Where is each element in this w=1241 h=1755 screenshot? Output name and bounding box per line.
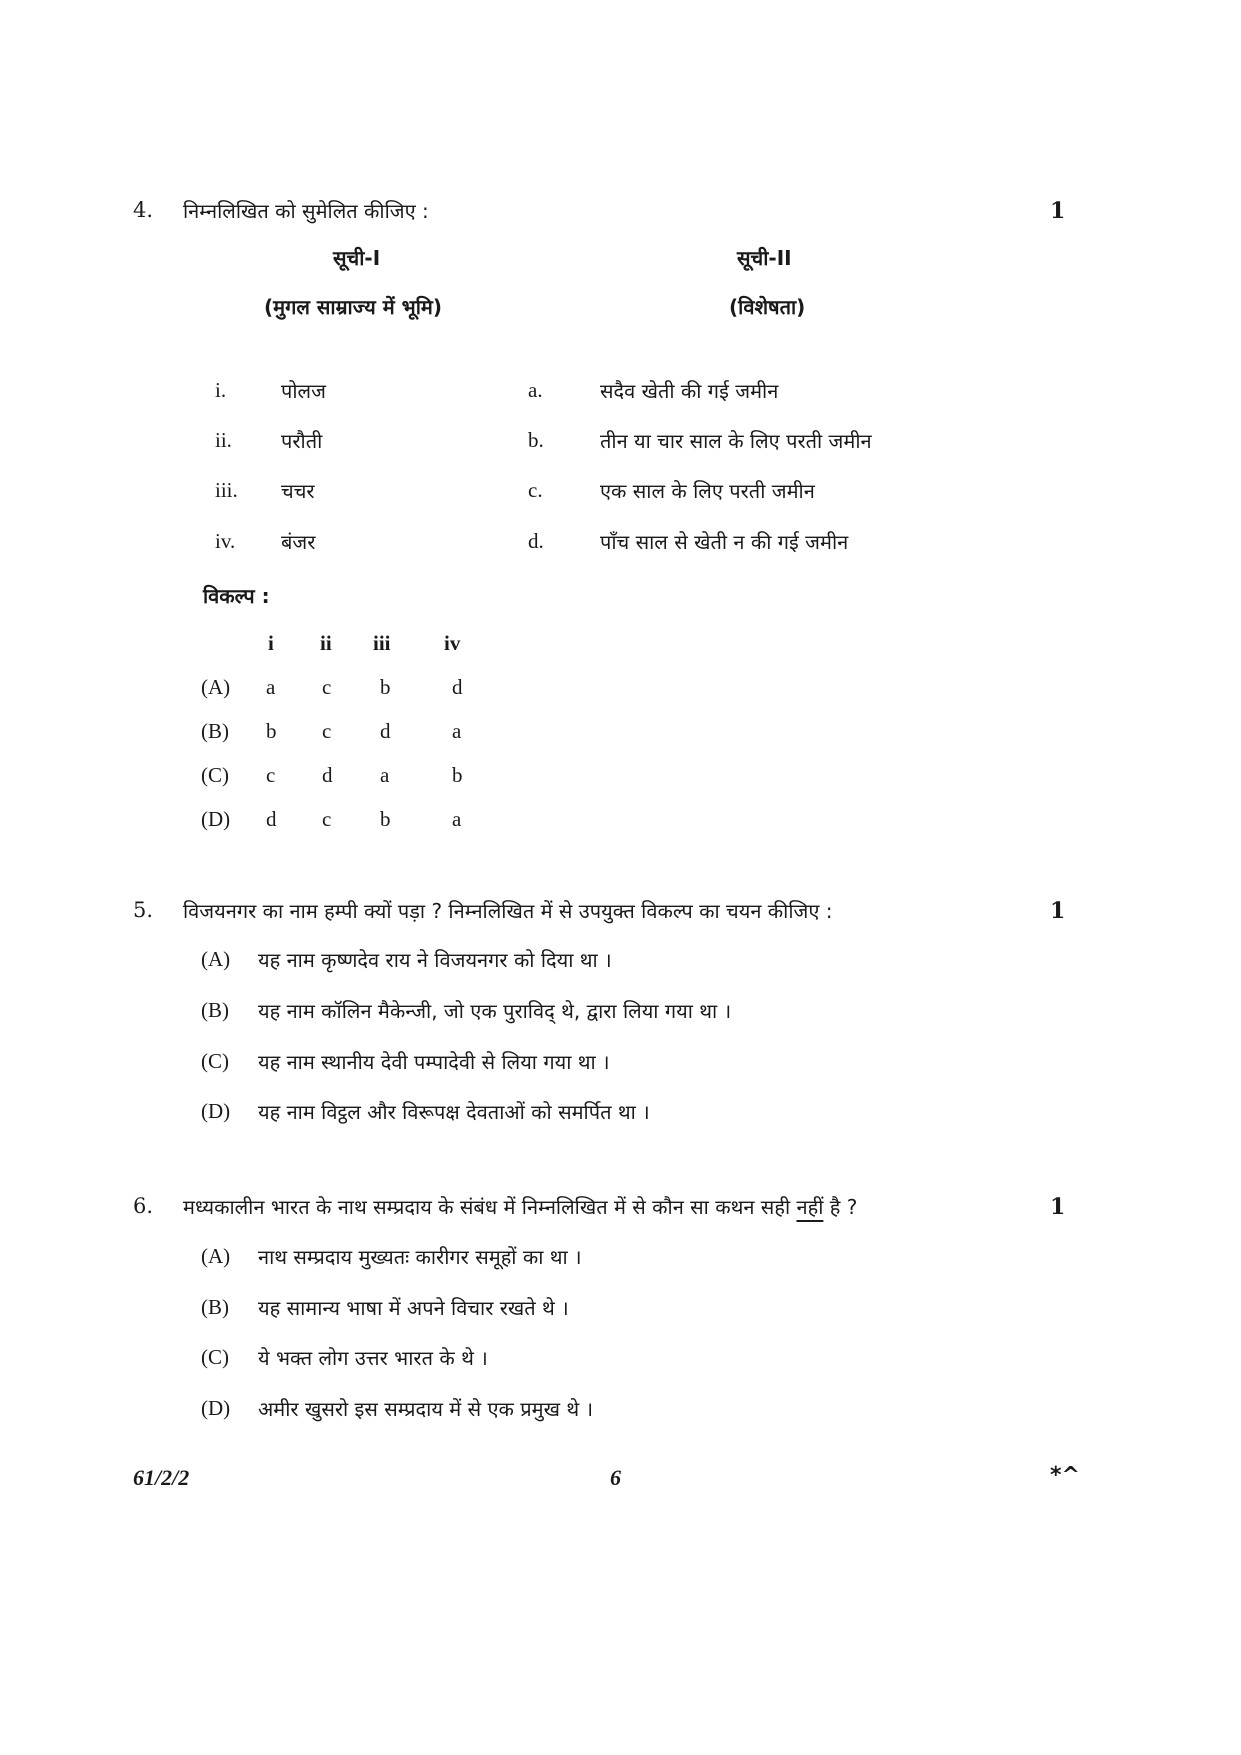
list2-title: सूची-II xyxy=(737,246,792,270)
grid-cell: a xyxy=(452,807,462,831)
row-numeral: ii. xyxy=(215,428,232,452)
page-number: 6 xyxy=(610,1465,621,1490)
q4-marks: 1 xyxy=(1050,198,1066,224)
row-description: एक साल के लिए परती जमीन xyxy=(600,479,815,503)
option-text: यह नाम स्थानीय देवी पम्पादेवी से लिया गया था । xyxy=(258,1050,610,1074)
row-letter: c. xyxy=(528,478,543,502)
row-description: सदैव खेती की गई जमीन xyxy=(600,379,779,403)
option-label: (A) xyxy=(201,1244,231,1268)
option-text: यह नाम कृष्णदेव राय ने विजयनगर को दिया था । xyxy=(258,948,612,972)
grid-cell: b xyxy=(380,807,391,831)
row-term: चचर xyxy=(281,479,315,503)
option-label: (A) xyxy=(201,947,231,971)
option-text: अमीर खुसरो इस सम्प्रदाय में से एक प्रमुख थे । xyxy=(258,1397,594,1421)
q6-marks: 1 xyxy=(1050,1194,1066,1220)
row-term: पोलज xyxy=(281,379,326,403)
q4-number: 4. xyxy=(133,198,154,222)
grid-cell: d xyxy=(266,807,277,831)
option-label: (D) xyxy=(201,1396,231,1420)
option-text: यह सामान्य भाषा में अपने विचार रखते थे । xyxy=(258,1296,569,1320)
grid-cell: b xyxy=(452,763,463,787)
grid-cell: d xyxy=(452,675,463,699)
row-letter: a. xyxy=(528,378,543,402)
option-text: ये भक्त लोग उत्तर भारत के थे । xyxy=(258,1346,488,1370)
grid-row-label[interactable]: (C) xyxy=(201,763,229,787)
option-text: नाथ सम्प्रदाय मुख्यतः कारीगर समूहों का था । xyxy=(258,1245,582,1269)
option-text: यह नाम कॉलिन मैकेन्जी, जो एक पुराविद् थे, द्वारा लिया गया था । xyxy=(258,999,732,1023)
grid-cell: c xyxy=(322,807,332,831)
q5-stem: विजयनगर का नाम हम्पी क्यों पड़ा ? निम्नलिखित में से उपयुक्त विकल्प का चयन कीजिए : xyxy=(183,899,833,923)
option-label: (B) xyxy=(201,1295,229,1319)
option-label: (D) xyxy=(201,1099,231,1123)
grid-row-label[interactable]: (A) xyxy=(201,675,231,699)
grid-header: iv xyxy=(444,631,461,655)
q5-number: 5. xyxy=(133,898,154,922)
q6-stem-pre: मध्यकालीन भारत के नाथ सम्प्रदाय के संबंध में निम्नलिखित में से कौन सा कथन सही xyxy=(183,1195,797,1219)
q4-stem: निम्नलिखित को सुमेलित कीजिए : xyxy=(183,199,429,223)
grid-row-label[interactable]: (D) xyxy=(201,807,231,831)
q6-stem-post: है ? xyxy=(823,1195,858,1219)
list1-subtitle: (मुगल साम्राज्य में भूमि) xyxy=(264,295,442,319)
grid-cell: c xyxy=(322,675,332,699)
row-description: तीन या चार साल के लिए परती जमीन xyxy=(600,429,872,453)
grid-cell: c xyxy=(266,763,276,787)
row-description: पाँच साल से खेती न की गई जमीन xyxy=(600,530,849,554)
q6-stem-underlined: नहीं xyxy=(796,1195,824,1219)
q6-stem xyxy=(183,1193,857,1220)
paper-code: 61/2/2 xyxy=(133,1465,190,1490)
grid-cell: b xyxy=(266,719,277,743)
grid-header: i xyxy=(268,631,274,655)
row-term: बंजर xyxy=(281,530,316,554)
grid-cell: d xyxy=(380,719,391,743)
grid-cell: a xyxy=(452,719,462,743)
grid-cell: b xyxy=(380,675,391,699)
q6-number: 6. xyxy=(133,1194,154,1218)
row-numeral: i. xyxy=(215,378,227,402)
row-term: परौती xyxy=(281,429,323,453)
option-label: (B) xyxy=(201,998,229,1022)
options-label: विकल्प : xyxy=(203,584,270,608)
q5-marks: 1 xyxy=(1050,898,1066,924)
grid-header: iii xyxy=(373,631,391,655)
list2-subtitle: (विशेषता) xyxy=(729,295,806,319)
row-letter: d. xyxy=(528,529,544,553)
grid-row-label[interactable]: (B) xyxy=(201,719,229,743)
option-text: यह नाम विट्ठल और विरूपक्ष देवताओं को समर्पित था । xyxy=(258,1100,650,1124)
row-numeral: iv. xyxy=(215,529,236,553)
grid-cell: a xyxy=(380,763,390,787)
footer-mark: *^ xyxy=(1050,1463,1080,1488)
option-label: (C) xyxy=(201,1345,229,1369)
list1-title: सूची-I xyxy=(333,246,381,270)
grid-header: ii xyxy=(320,631,332,655)
row-numeral: iii. xyxy=(215,478,238,502)
grid-cell: c xyxy=(322,719,332,743)
option-label: (C) xyxy=(201,1049,229,1073)
grid-cell: d xyxy=(322,763,333,787)
row-letter: b. xyxy=(528,428,544,452)
grid-cell: a xyxy=(266,675,276,699)
